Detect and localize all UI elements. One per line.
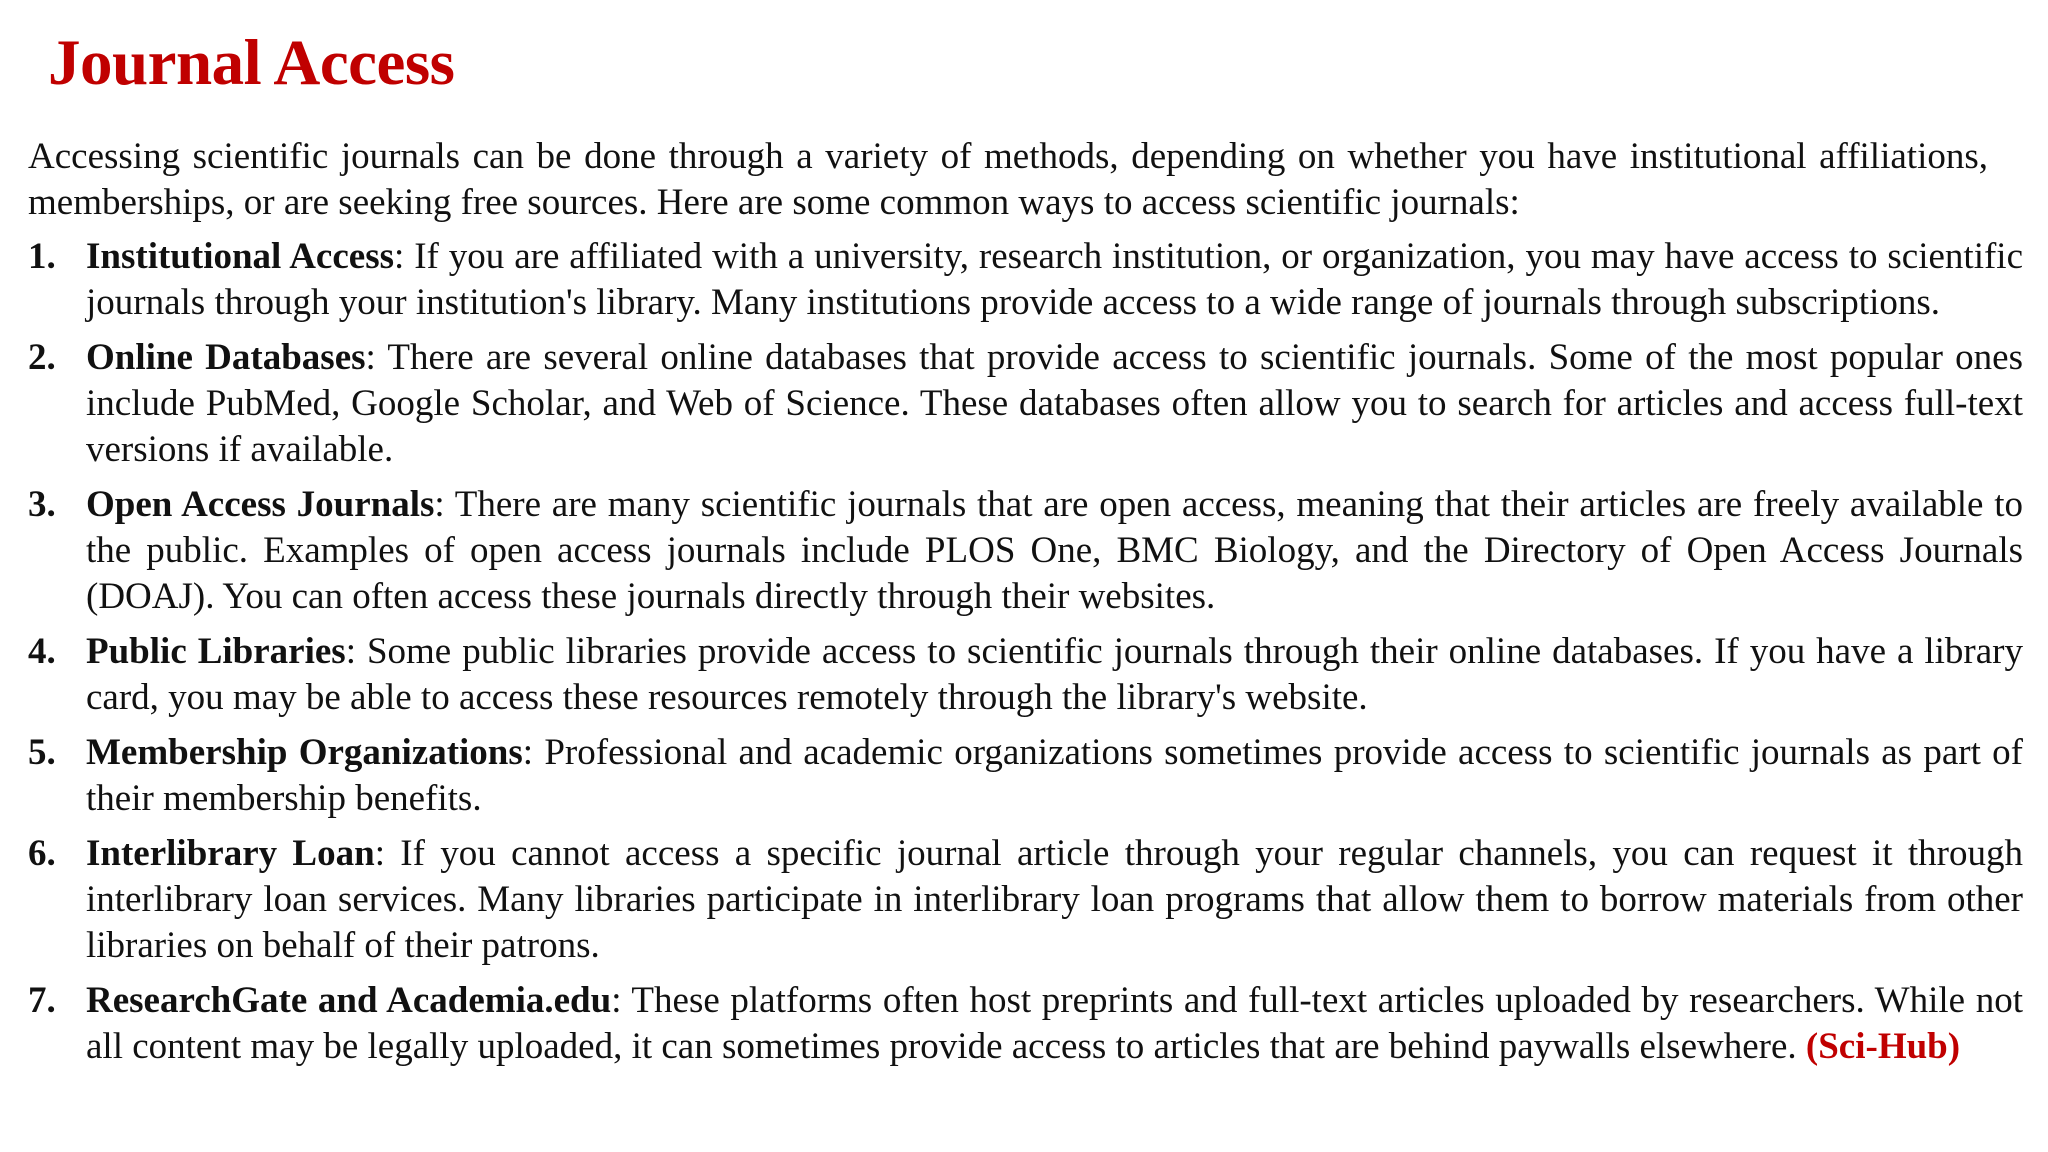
list-item-interlibrary-loan [28, 831, 2023, 969]
item-description: : Some public libraries provide access to scientific journals through their online databases. If you have a library card, you may be able to access these resources remotely through the library's website. [86, 631, 2023, 718]
item-term: ResearchGate and Academia.edu [86, 980, 612, 1021]
item-number: 1. [28, 236, 56, 277]
item-term: Institutional Access [86, 236, 395, 277]
sci-hub-highlight: (Sci-Hub) [1805, 1026, 1961, 1067]
list-item-online-databases [28, 335, 2023, 473]
item-number: 4. [28, 631, 56, 672]
list-item-public-libraries [28, 629, 2023, 721]
item-term: Interlibrary Loan [86, 833, 375, 874]
list-item-membership-organizations [28, 730, 2023, 822]
item-number: 3. [28, 484, 56, 525]
list-item-open-access-journals [28, 482, 2023, 620]
item-term: Membership Organizations [86, 732, 523, 773]
item-term: Online Databases [86, 337, 366, 378]
item-number: 5. [28, 732, 56, 773]
item-number: 6. [28, 833, 56, 874]
item-description: : If you are affiliated with a university, research institution, or organization, you may have access to scientific journals through your institution's library. Many institutions provide access to a wide range of journals through subscriptions. [86, 236, 2024, 323]
item-number: 7. [28, 980, 56, 1021]
item-description: : If you cannot access a specific journal article through your regular channels, you can request it through interlibrary loan services. Many libraries participate in interlibrary loan programs that allow them to borrow materials from other libraries on behalf of their patrons. [86, 833, 2023, 966]
list-item-institutional-access [28, 234, 2023, 326]
intro-paragraph: Accessing scientific journals can be done through a variety of methods, depending on whether you have institutional affiliations, memberships, or are seeking free sources. Here are some common ways to access scientific journals: [28, 136, 1988, 223]
item-number: 2. [28, 337, 56, 378]
item-description: : There are many scientific journals that are open access, meaning that their articles are freely available to the public. Examples of open access journals include PLOS One, BMC Biology, and the Directory of Open Access Journals (DOAJ). You can often access these journals directly through their websites. [86, 484, 2023, 617]
item-description: : These platforms often host preprints and full-text articles uploaded by researchers. While not all content may be legally uploaded, it can sometimes provide access to articles that are behind paywalls elsewhere. [86, 980, 2023, 1067]
access-methods-list [28, 234, 2023, 1070]
item-description: : There are several online databases that provide access to scientific journals. Some of the most popular ones include PubMed, Google Scholar, and Web of Science. These databases often allow you to search for articles and access full-text versions if available. [86, 337, 2024, 470]
item-term: Public Libraries [86, 631, 346, 672]
page-title: Journal Access [48, 27, 455, 99]
item-description: : Professional and academic organizations sometimes provide access to scientific journals as part of their membership benefits. [86, 732, 2024, 819]
list-item-researchgate-academia [28, 978, 2023, 1070]
item-term: Open Access Journals [86, 484, 435, 525]
